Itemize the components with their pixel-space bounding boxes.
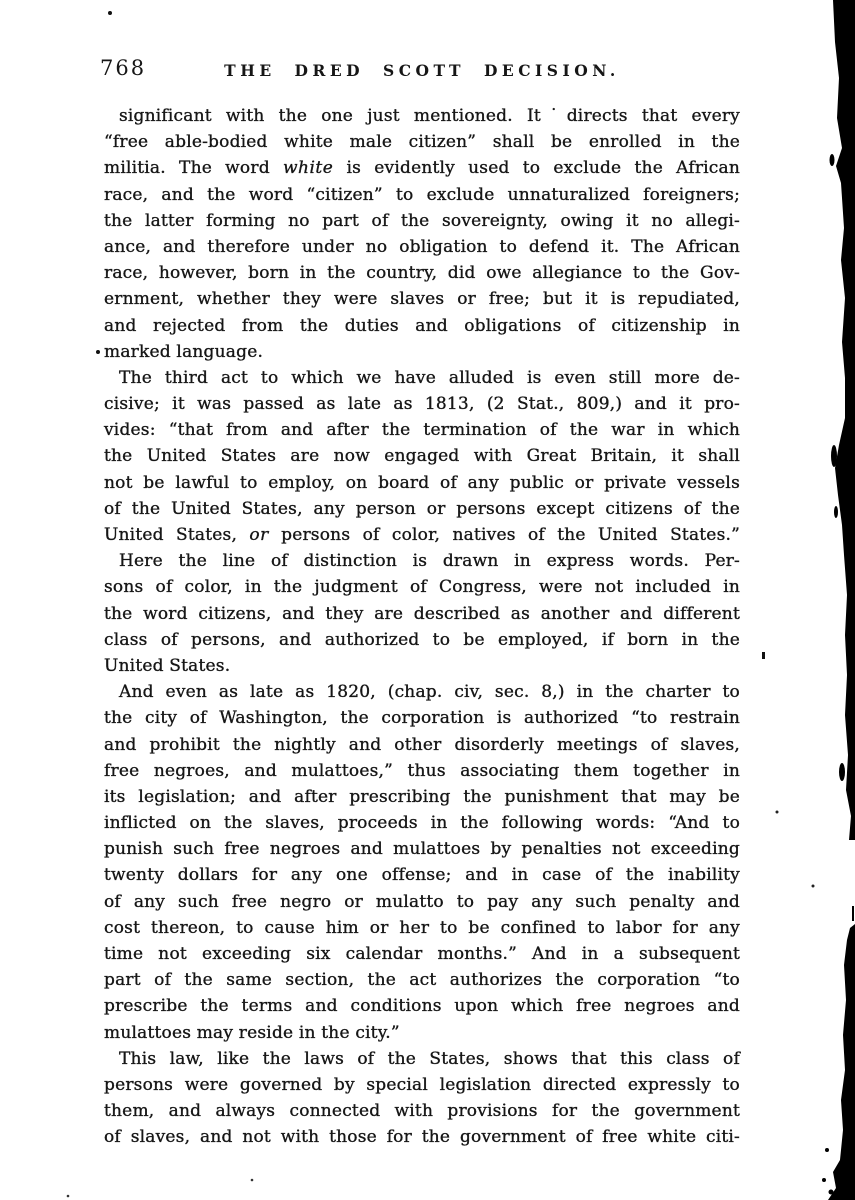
text-line: persons were governed by special legislation directed expressly to <box>104 1074 740 1095</box>
text-line: class of persons, and authorized to be employed, if born in the <box>104 629 740 650</box>
ink-speck <box>776 811 779 814</box>
text-line: militia. The word white is evidently used to exclude the African <box>104 158 740 179</box>
paragraph <box>104 548 740 679</box>
paragraph <box>104 365 740 548</box>
paragraph <box>104 103 740 365</box>
text-line: inflicted on the slaves, proceeds in the following words: “And to <box>104 813 740 834</box>
text-line: Here the line of distinction is drawn in express words. Per- <box>119 551 740 572</box>
text-line: and rejected from the duties and obligations of citizenship in <box>104 315 740 336</box>
ink-speck <box>812 885 815 888</box>
text-line: sons of color, in the judgment of Congress, were not included in <box>104 577 740 598</box>
text-line: This law, like the laws of the States, shows that this class of <box>119 1048 740 1069</box>
paragraph <box>104 679 740 1046</box>
running-title: THE DRED SCOTT DECISION. <box>224 61 620 80</box>
text-line: race, and the word “citizen” to exclude unnaturalized foreigners; <box>104 184 740 205</box>
ink-speck <box>108 11 112 15</box>
text-line: United States, or persons of color, natives of the United States.” <box>104 525 740 545</box>
text-line: And even as late as 1820, (chap. civ, sec. 8,) in the charter to <box>119 682 740 703</box>
text-line: punish such free negroes and mulattoes by penalties not exceeding <box>104 839 740 860</box>
text-line: ance, and therefore under no obligation to defend it. The African <box>104 236 740 257</box>
paragraph <box>104 1046 740 1151</box>
text-line: The third act to which we have alluded is even still more de- <box>119 367 740 388</box>
text-line: the latter forming no part of the sovereignty, owing it no allegi- <box>104 210 740 231</box>
text-line: vides: “that from and after the termination of the war in which <box>104 420 740 441</box>
text-line: prescribe the terms and conditions upon which free negroes and <box>104 996 740 1017</box>
body-text <box>104 103 740 1151</box>
text-line: its legislation; and after prescribing the punishment that may be <box>104 786 740 807</box>
text-line: marked language. <box>104 341 264 362</box>
text-line: the United States are now engaged with Great Britain, it shall <box>104 446 740 467</box>
ink-speck <box>96 350 100 354</box>
text-line: cisive; it was passed as late as 1813, (2 Stat., 809,) and it pro- <box>104 394 740 415</box>
text-line: United States. <box>104 655 231 676</box>
text-line: of slaves, and not with those for the government of free white citi- <box>104 1127 740 1148</box>
text-line: “free able-bodied white male citizen” shall be enrolled in the <box>104 132 740 153</box>
ink-speck <box>251 1179 254 1182</box>
ink-speck <box>762 652 765 659</box>
text-line: ernment, whether they were slaves or free; but it is repudiated, <box>104 289 740 310</box>
text-line: cost thereon, to cause him or her to be confined to labor for any <box>104 917 740 938</box>
text-line: free negroes, and mulattoes,” thus associating them together in <box>104 760 740 781</box>
text-line: them, and always connected with provisions for the government <box>104 1101 740 1122</box>
text-line: of any such free negro or mulatto to pay any such penalty and <box>104 891 740 912</box>
text-line: time not exceeding six calendar months.” And in a subsequent <box>104 944 740 964</box>
text-line: the city of Washington, the corporation is authorized “to restrain <box>104 708 740 729</box>
text-line: not be lawful to employ, on board of any public or private vessels <box>104 472 740 493</box>
ink-speck <box>67 1195 70 1198</box>
text-line: significant with the one just mentioned. It˙directs that every <box>119 106 740 126</box>
text-line: race, however, born in the country, did owe allegiance to the Gov- <box>104 263 740 284</box>
text-line: part of the same section, the act authorizes the corporation “to <box>104 970 740 991</box>
text-line: of the United States, any person or persons except citizens of the <box>104 498 740 519</box>
text-line: and prohibit the nightly and other disorderly meetings of slaves, <box>104 734 740 755</box>
text-line: mulattoes may reside in the city.” <box>104 1022 400 1043</box>
text-line: twenty dollars for any one offense; and in case of the inability <box>104 865 740 886</box>
page-number: 768 <box>100 56 147 80</box>
text-line: the word citizens, and they are described as another and different <box>104 603 740 624</box>
